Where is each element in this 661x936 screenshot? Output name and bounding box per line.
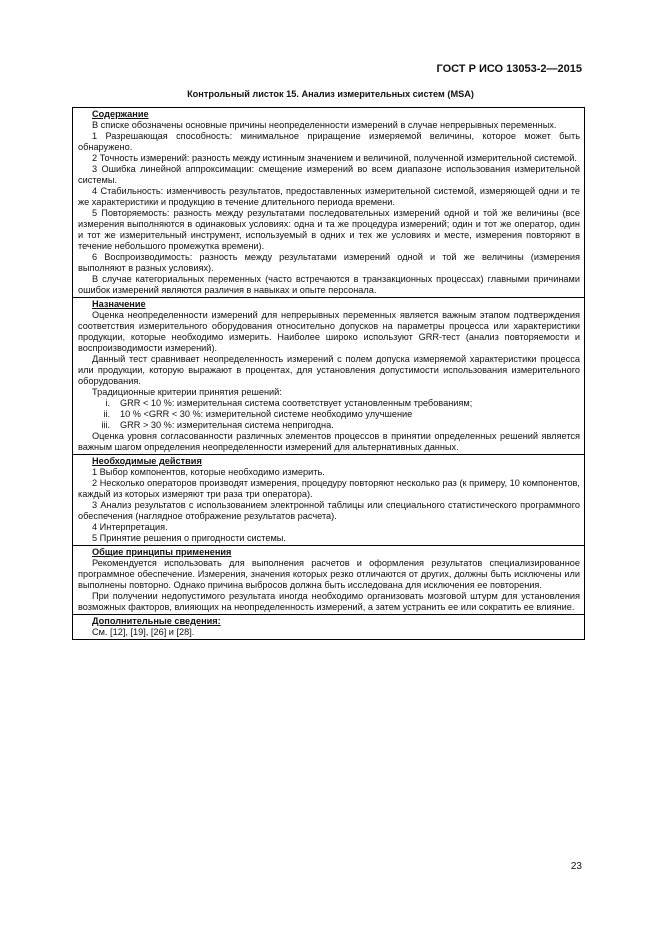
criteria-item bbox=[78, 420, 580, 431]
criteria-number: iii. bbox=[101, 420, 110, 430]
criteria-text: GRR > 30 %: измерительная система непригодна. bbox=[120, 420, 334, 430]
section-heading-contents: Содержание bbox=[92, 109, 149, 119]
section-additional bbox=[73, 615, 584, 639]
paragraph: 1 Разрешающая способность: минимальное приращение измеряемой величины, которое может быть обнаружено. bbox=[78, 131, 580, 152]
paragraph: 6 Воспроизводимость: разность между результатами измерений одной и той же величины (измерения выполняют в разных условиях). bbox=[78, 252, 580, 273]
paragraph: 5 Принятие решения о пригодности системы. bbox=[92, 533, 286, 543]
paragraph: В случае категориальных переменных (часто встречаются в транзакционных процессах) главными причинами ошибок измерений являются различия в навыках и опыте персонала. bbox=[78, 274, 580, 295]
document-title: Контрольный листок 15. Анализ измерительных систем (MSA) bbox=[187, 89, 474, 99]
checklist-table bbox=[72, 107, 585, 640]
criteria-text: GRR < 10 %: измерительная система соответствует установленным требованиям; bbox=[120, 398, 473, 408]
paragraph: 4 Стабильность: изменчивость результатов, предоставленных измерительной системой, измеряющей одни и те же характеристики и продукцию в течение длительного периода времени. bbox=[78, 186, 580, 207]
paragraph: В списке обозначены основные причины неопределенности измерений в случае непрерывных переменных. bbox=[92, 120, 557, 130]
section-heading-actions: Необходимые действия bbox=[92, 456, 202, 466]
paragraph: См. [12], [19], [26] и [28]. bbox=[92, 627, 195, 637]
paragraph: 2 Несколько операторов производят измерения, процедуру повторяют несколько раз (к примеру, 10 компонентов, каждый из которых измеряют три раза три оператора). bbox=[78, 478, 580, 499]
criteria-text: 10 % <GRR < 30 %: измерительной системе необходимо улучшение bbox=[120, 409, 413, 419]
paragraph: 5 Повторяемость: разность между результатами последовательных измерений одной и той же величины (все измерения выполняются в одинаковых условиях: одна и та же процедура измерений; один и тот же оператор, один и тот же измерительный инструмент, используемый в одних и тех же условиях и месте, измерения повторяют в течение небольшого промежутка времени). bbox=[78, 208, 580, 251]
paragraph: 3 Анализ результатов с использованием электронной таблицы или специального статистического программного обеспечения (наглядное отображение результатов расчета). bbox=[78, 500, 580, 521]
paragraph: Оценка уровня согласованности различных элементов процессов в принятии определенных решений является важным шагом определения неопределенности измерений для альтернативных данных. bbox=[78, 431, 580, 452]
section-actions bbox=[73, 455, 584, 546]
paragraph: 3 Ошибка линейной аппроксимации: смещение измерений во всем диапазоне использования измерительной системы. bbox=[78, 164, 580, 185]
section-heading-principles: Общие принципы применения bbox=[92, 547, 232, 557]
criteria-number: ii. bbox=[103, 409, 110, 419]
criteria-number: i. bbox=[105, 398, 110, 408]
paragraph: При получении недопустимого результата иногда необходимо организовать мозговой штурм для установления возможных факторов, влияющих на неопределенность измерений, а затем устранить ее или сократить ее влияние. bbox=[78, 591, 580, 612]
page-number: 23 bbox=[570, 861, 582, 872]
standard-header: ГОСТ Р ИСО 13053-2—2015 bbox=[436, 63, 582, 75]
section-contents bbox=[73, 108, 584, 298]
section-principles bbox=[73, 546, 584, 615]
criteria-item bbox=[78, 398, 580, 409]
paragraph: Традиционные критерии принятия решений: bbox=[92, 387, 282, 397]
section-purpose bbox=[73, 298, 584, 455]
paragraph: 1 Выбор компонентов, которые необходимо измерить. bbox=[92, 467, 325, 477]
criteria-list bbox=[78, 398, 580, 431]
paragraph: 4 Интерпретация. bbox=[92, 522, 168, 532]
section-heading-additional: Дополнительные сведения: bbox=[92, 616, 221, 626]
paragraph: Данный тест сравнивает неопределенность измерений с полем допуска измеряемой характеристики процесса или продукции, которую выражают в процентах, для установления допустимости использования измерительного оборудования. bbox=[78, 354, 580, 386]
criteria-item bbox=[78, 409, 580, 420]
section-heading-purpose: Назначение bbox=[92, 299, 146, 309]
paragraph: Рекомендуется использовать для выполнения расчетов и оформления результатов специализированное программное обеспечение. Измерения, значения которых резко отличаются от других, должны быть исключены или выполнены повторно. Однако причина выбросов должна быть исследована для исключения ее повторения. bbox=[78, 558, 580, 590]
paragraph: Оценка неопределенности измерений для непрерывных переменных является важным этапом подтверждения соответствия измерительного оборудования относительно допусков на параметры процесса или характеристики продукции, которые необходимо измерить. Наиболее широко используют GRR-тест (анализ повторяемости и воспроизводимости измерений). bbox=[78, 310, 580, 353]
paragraph: 2 Точность измерений: разность между истинным значением и величиной, полученной измерительной системой. bbox=[92, 153, 577, 163]
